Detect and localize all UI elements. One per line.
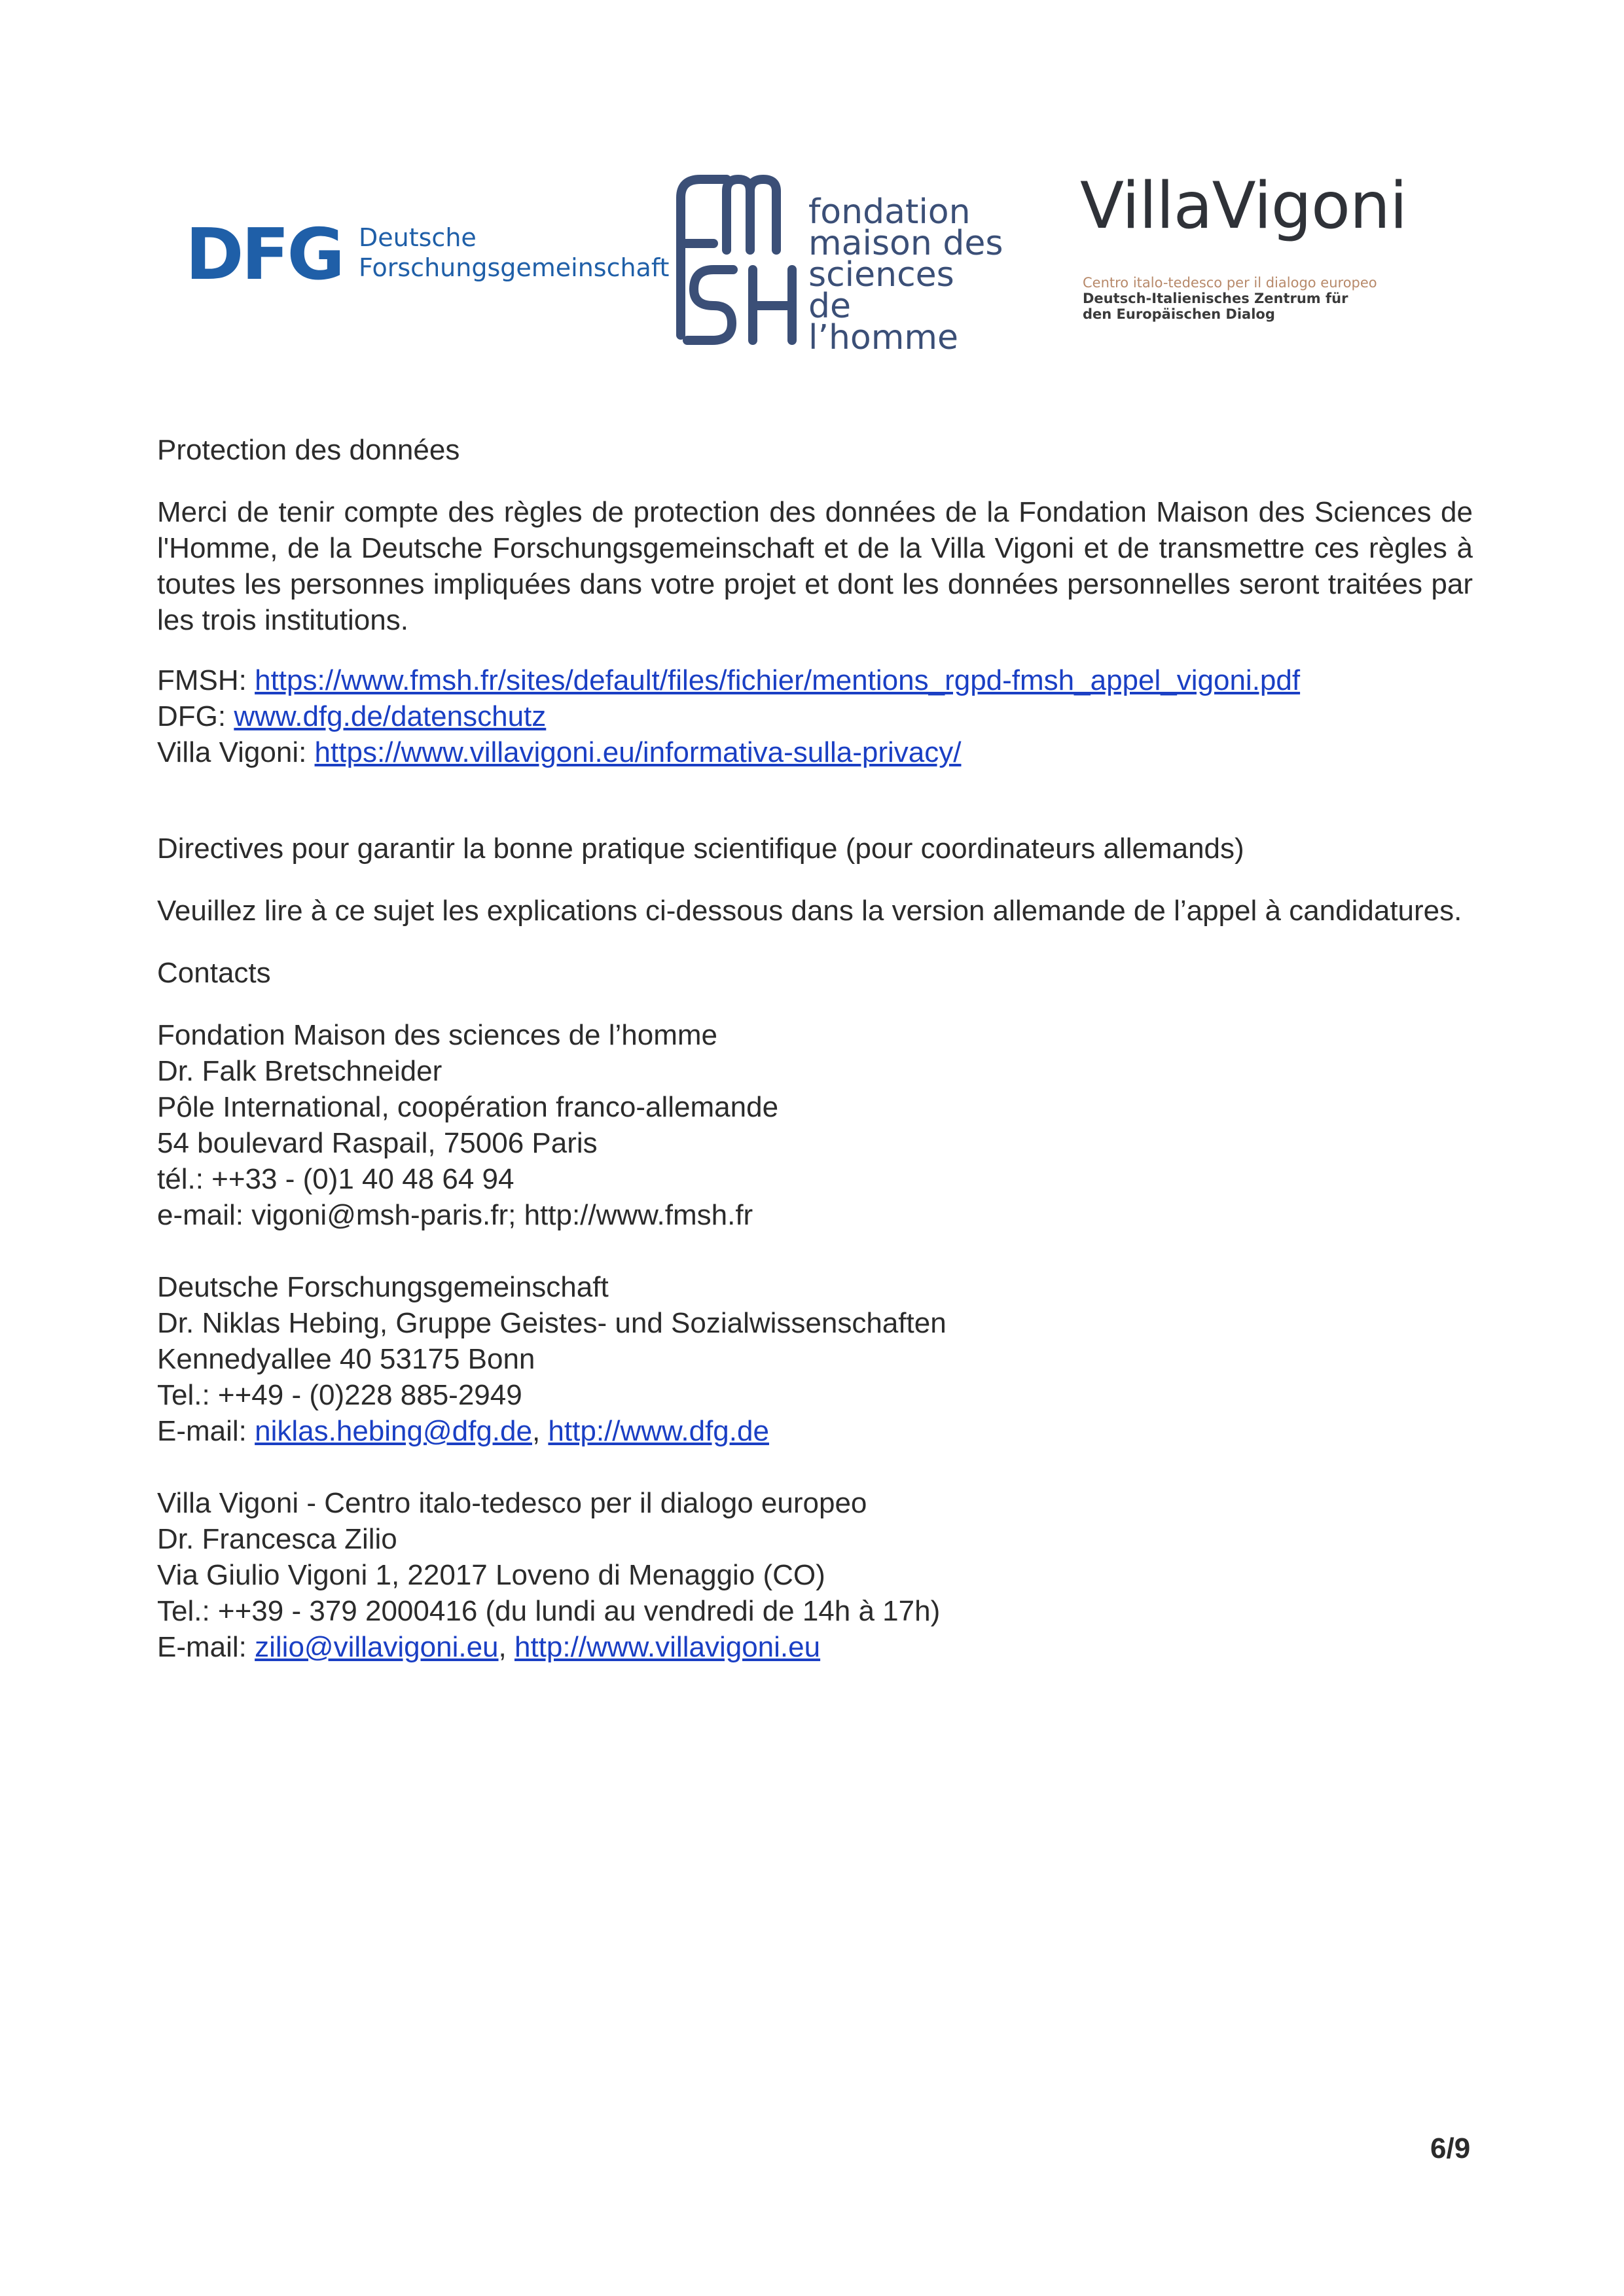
- contact-phone: Tel.: ++39 - 379 2000416 (du lundi au vendredi de 14h à 17h): [157, 1595, 941, 1627]
- fmsh-name: fondation maison des sciences de l’homme: [808, 192, 1003, 357]
- fmsh-logo: [668, 171, 1008, 357]
- villa-privacy-link[interactable]: https://www.villavigoni.eu/informativa-sulla-privacy/: [314, 736, 962, 768]
- villa-vigoni-logo: [1080, 170, 1420, 340]
- privacy-heading: Protection des données: [157, 434, 460, 466]
- contact-address: 54 boulevard Raspail, 75006 Paris: [157, 1127, 598, 1159]
- contact-email: e-mail: vigoni@msh-paris.fr; http://www.fmsh.fr: [157, 1199, 753, 1231]
- contact-fmsh: [157, 1017, 1473, 1233]
- villa-email-link[interactable]: zilio@villavigoni.eu: [255, 1631, 499, 1663]
- privacy-body: Merci de tenir compte des règles de protection des données de la Fondation Maison des Sciences de l'Homme, de la Deutsche Forschungsgemeinschaft et de la Villa Vigoni et de transmettre ces règles à toutes les personnes impliquées dans votre projet et dont les données personnelles seront traitées par les trois institutions.: [157, 496, 1473, 636]
- dfg-logo: [185, 214, 670, 296]
- contact-phone: Tel.: ++49 - (0)228 885-2949: [157, 1379, 522, 1411]
- contact-person: Dr. Niklas Hebing, Gruppe Geistes- und Sozialwissenschaften: [157, 1307, 947, 1339]
- logo-header: [0, 164, 1624, 357]
- contact-org: Villa Vigoni - Centro italo-tedesco per il dialogo europeo: [157, 1487, 867, 1519]
- contact-address: Kennedyallee 40 53175 Bonn: [157, 1343, 535, 1375]
- villa-vigoni-tagline: Centro italo-tedesco per il dialogo europeo Deutsch-Italienisches Zentrum für den Europäischen Dialog: [1083, 275, 1377, 322]
- contact-org: Deutsche Forschungsgemeinschaft: [157, 1271, 609, 1303]
- page-number: 6/9: [1430, 2132, 1471, 2164]
- contacts-heading: Contacts: [157, 957, 271, 989]
- dfg-privacy-link[interactable]: www.dfg.de/datenschutz: [234, 700, 547, 732]
- villa-website-link[interactable]: http://www.villavigoni.eu: [514, 1631, 821, 1663]
- privacy-link-fmsh: FMSH: https://www.fmsh.fr/sites/default/files/fichier/mentions_rgpd-fmsh_appel_vigoni.pdf: [157, 664, 1301, 696]
- contact-phone: tél.: ++33 - (0)1 40 48 64 94: [157, 1163, 514, 1195]
- contact-org: Fondation Maison des sciences de l’homme: [157, 1019, 718, 1051]
- directives-heading: Directives pour garantir la bonne pratique scientifique (pour coordinateurs allemands): [157, 833, 1244, 865]
- privacy-link-villa: Villa Vigoni: https://www.villavigoni.eu/informativa-sulla-privacy/: [157, 736, 962, 768]
- villa-vigoni-wordmark: VillaVigoni: [1080, 169, 1407, 243]
- dfg-website-link[interactable]: http://www.dfg.de: [548, 1415, 769, 1447]
- dfg-wordmark: DFG: [185, 214, 343, 296]
- dfg-full-name: Deutsche Forschungsgemeinschaft: [359, 223, 670, 282]
- contact-dept: Pôle International, coopération franco-allemande: [157, 1091, 779, 1123]
- contact-email-line: E-mail: niklas.hebing@dfg.de, http://www.dfg.de: [157, 1415, 769, 1447]
- contact-dfg: [157, 1269, 1473, 1449]
- fmsh-privacy-link[interactable]: https://www.fmsh.fr/sites/default/files/fichier/mentions_rgpd-fmsh_appel_vigoni.pdf: [255, 664, 1301, 696]
- contact-villa: [157, 1485, 1473, 1665]
- contact-person: Dr. Francesca Zilio: [157, 1523, 397, 1555]
- contact-address: Via Giulio Vigoni 1, 22017 Loveno di Menaggio (CO): [157, 1559, 825, 1591]
- privacy-links: [157, 662, 1473, 770]
- contact-email-line: E-mail: zilio@villavigoni.eu, http://www.villavigoni.eu: [157, 1631, 821, 1663]
- contact-person: Dr. Falk Bretschneider: [157, 1055, 442, 1087]
- privacy-link-dfg: DFG: www.dfg.de/datenschutz: [157, 700, 547, 732]
- dfg-email-link[interactable]: niklas.hebing@dfg.de: [255, 1415, 532, 1447]
- fmsh-monogram-icon: [668, 171, 805, 348]
- directives-body: Veuillez lire à ce sujet les explications ci-dessous dans la version allemande de l’appel à candidatures.: [157, 895, 1462, 927]
- document-body: [157, 432, 1473, 1665]
